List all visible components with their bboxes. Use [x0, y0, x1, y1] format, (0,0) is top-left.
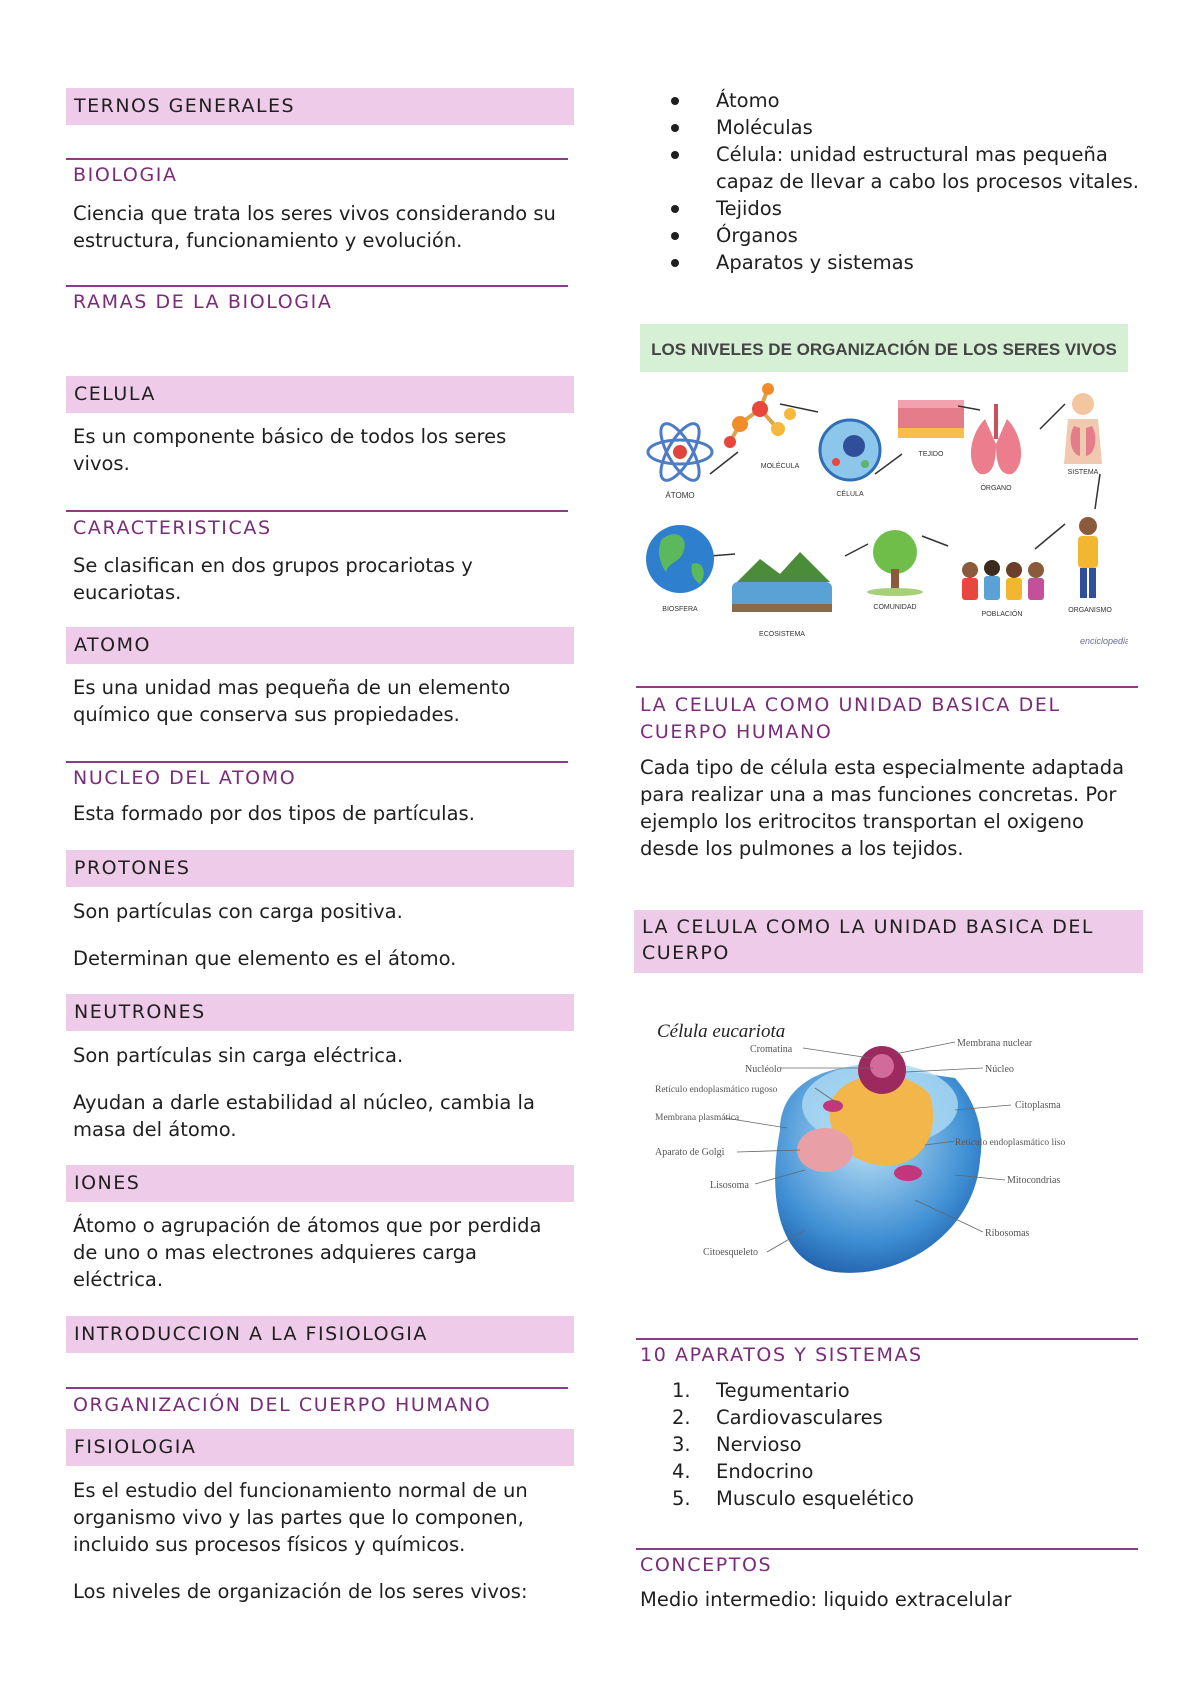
- section-band-neutrones: [66, 994, 574, 1031]
- protones-header: PROTONES: [74, 857, 191, 879]
- section-band-atomo: [66, 627, 574, 664]
- section-band-terms: [66, 88, 574, 125]
- section-band-celula: [66, 376, 574, 413]
- label-poblacion: POBLACIÓN: [981, 611, 1023, 618]
- fisiologia-text: Es el estudio del funcionamiento normal de un organismo vivo y las partes que lo componen, incluido sus procesos físicos y químicos.: [73, 1479, 528, 1556]
- aparatos-list-item: [640, 1458, 1120, 1485]
- conceptos-heading: CONCEPTOS: [640, 1554, 773, 1576]
- cell-figure-title: Célula eucariota: [657, 1021, 786, 1042]
- label-organismo: ORGANISMO: [1068, 607, 1112, 614]
- label-reticulo-rugoso: Retículo endoplasmático rugoso: [655, 1085, 778, 1095]
- neutrones-text-1: Son partículas sin carga eléctrica.: [73, 1044, 404, 1067]
- ecosystem-icon: [732, 552, 832, 612]
- label-atomo: ÁTOMO: [665, 491, 695, 500]
- niveles-text: Los niveles de organización de los seres vivos:: [73, 1580, 528, 1603]
- section-band-fisiologia: [66, 1429, 574, 1466]
- aparatos-list-item: [640, 1431, 1120, 1458]
- divider: [66, 761, 568, 763]
- unidad-heading: LA CELULA COMO UNIDAD BASICA DEL CUERPO HUMANO: [640, 694, 1061, 743]
- unidad2-header: LA CELULA COMO LA UNIDAD BASICA DEL CUERPO: [642, 916, 1095, 964]
- label-cromatina: Cromatina: [750, 1044, 793, 1055]
- protones-text-2: Determinan que elemento es el átomo.: [73, 947, 457, 970]
- nucleo-heading: NUCLEO DEL ATOMO: [73, 767, 297, 789]
- person-icon: [1078, 517, 1098, 598]
- label-mitocondrias: Mitocondrias: [1007, 1175, 1061, 1186]
- label-ecosistema: ECOSISTEMA: [759, 631, 805, 638]
- divider: [66, 510, 568, 512]
- label-ribosomas: Ribosomas: [985, 1228, 1030, 1239]
- atom-icon: [648, 418, 712, 485]
- aparatos-list-item: [640, 1485, 1120, 1512]
- conceptos-text: Medio intermedio: liquido extracelular: [640, 1588, 1012, 1611]
- system-icon: [1064, 393, 1102, 464]
- list-number: 3.: [672, 1433, 691, 1456]
- ramas-heading: RAMAS DE LA BIOLOGIA: [73, 291, 333, 313]
- label-citoesqueleto: Citoesqueleto: [703, 1247, 758, 1258]
- section-band-protones: [66, 850, 574, 887]
- lungs-icon: [971, 404, 1021, 474]
- cell-figure: [655, 1010, 1095, 1285]
- divider: [66, 158, 568, 160]
- section-band-intro: [66, 1316, 574, 1353]
- divider: [66, 285, 568, 287]
- aparatos-list-item: [640, 1404, 1120, 1431]
- label-citoplasma: Citoplasma: [1015, 1100, 1061, 1111]
- label-celula: CÉLULA: [836, 491, 864, 498]
- levels-figure: [640, 324, 1128, 654]
- levels-list-item: Órganos: [640, 222, 1140, 249]
- caracteristicas-heading: CARACTERISTICAS: [73, 517, 272, 539]
- population-icon: [962, 560, 1044, 600]
- iones-text: Átomo o agrupación de átomos que por perdida de uno o mas electrones adquieres carga eléctrica.: [73, 1214, 542, 1291]
- figure-credit: enciclopedia: [1080, 636, 1128, 646]
- aparatos-list-label: Cardiovasculares: [716, 1406, 883, 1429]
- intro-header: INTRODUCCION A LA FISIOLOGIA: [74, 1323, 428, 1345]
- levels-list-item: Tejidos: [640, 195, 1140, 222]
- divider: [66, 1387, 568, 1389]
- neutrones-header: NEUTRONES: [74, 1001, 206, 1023]
- section-band-unidad2: [634, 910, 1143, 973]
- divider: [636, 686, 1138, 688]
- aparatos-list-label: Tegumentario: [716, 1379, 850, 1402]
- atomo-text: Es una unidad mas pequeña de un elemento químico que conserva sus propiedades.: [73, 676, 511, 726]
- cell-illustration: [775, 1046, 981, 1273]
- neutrones-text-2: Ayudan a darle estabilidad al núcleo, cambia la masa del átomo.: [73, 1091, 535, 1141]
- label-membrana-plasmatica: Membrana plasmática: [655, 1113, 740, 1123]
- levels-list: [640, 87, 1140, 276]
- list-number: 5.: [672, 1487, 691, 1510]
- levels-list-item: Moléculas: [640, 114, 1140, 141]
- aparatos-list-item: [640, 1377, 1120, 1404]
- cell-icon: [820, 420, 880, 480]
- label-nucleolo: Nucléolo: [745, 1064, 782, 1075]
- aparatos-list-label: Musculo esquelético: [716, 1487, 914, 1510]
- label-tejido: TEJIDO: [918, 451, 944, 458]
- aparatos-list-label: Nervioso: [716, 1433, 802, 1456]
- nucleo-text: Esta formado por dos tipos de partículas.: [73, 802, 475, 825]
- list-number: 2.: [672, 1406, 691, 1429]
- aparatos-heading: 10 APARATOS Y SISTEMAS: [640, 1344, 923, 1366]
- globe-icon: [646, 525, 714, 593]
- list-number: 1.: [672, 1379, 691, 1402]
- list-number: 4.: [672, 1460, 691, 1483]
- celula-header: CELULA: [74, 383, 156, 405]
- unidad-text: Cada tipo de célula esta especialmente adaptada para realizar una a mas funciones concretas. Por ejemplo los eritrocitos transportan el oxigeno desde los pulmones a los tejidos.: [640, 756, 1125, 860]
- label-sistema: SISTEMA: [1067, 469, 1099, 476]
- celula-text: Es un componente básico de todos los seres vivos.: [73, 425, 507, 475]
- label-organo: ÓRGANO: [980, 485, 1012, 492]
- caracteristicas-text: Se clasifican en dos grupos procariotas y eucariotas.: [73, 554, 473, 604]
- aparatos-list: [640, 1377, 1120, 1512]
- protones-text-1: Son partículas con carga positiva.: [73, 900, 403, 923]
- iones-header: IONES: [74, 1172, 141, 1194]
- biologia-heading: BIOLOGIA: [73, 164, 178, 186]
- figure-title: LOS NIVELES DE ORGANIZACIÓN DE LOS SERES VIVOS: [651, 340, 1117, 359]
- label-biosfera: BIOSFERA: [662, 606, 698, 613]
- label-lisosoma: Lisosoma: [710, 1180, 749, 1191]
- atomo-header: ATOMO: [74, 634, 151, 656]
- community-icon: [867, 530, 923, 596]
- label-reticulo-liso: Retículo endoplasmático liso: [955, 1138, 1066, 1148]
- label-golgi: Aparato de Golgi: [655, 1147, 725, 1158]
- label-membrana-nuclear: Membrana nuclear: [957, 1038, 1033, 1049]
- label-molecula: MOLÉCULA: [760, 463, 800, 470]
- levels-list-item: Átomo: [640, 87, 1140, 114]
- label-nucleo: Núcleo: [985, 1064, 1014, 1075]
- aparatos-list-label: Endocrino: [716, 1460, 814, 1483]
- biologia-text: Ciencia que trata los seres vivos considerando su estructura, funcionamiento y evolución.: [73, 202, 556, 252]
- divider: [636, 1548, 1138, 1550]
- divider: [636, 1338, 1138, 1340]
- levels-list-item: Célula: unidad estructural mas pequeña capaz de llevar a cabo los procesos vitales.: [640, 141, 1140, 195]
- levels-list-item: Aparatos y sistemas: [640, 249, 1140, 276]
- tissue-icon: [898, 400, 964, 438]
- organizacion-heading: ORGANIZACIÓN DEL CUERPO HUMANO: [73, 1394, 492, 1416]
- molecule-icon: [724, 383, 796, 448]
- terms-header: TERNOS GENERALES: [74, 95, 296, 117]
- fisiologia-header: FISIOLOGIA: [74, 1436, 197, 1458]
- section-band-iones: [66, 1165, 574, 1202]
- label-comunidad: COMUNIDAD: [873, 604, 917, 611]
